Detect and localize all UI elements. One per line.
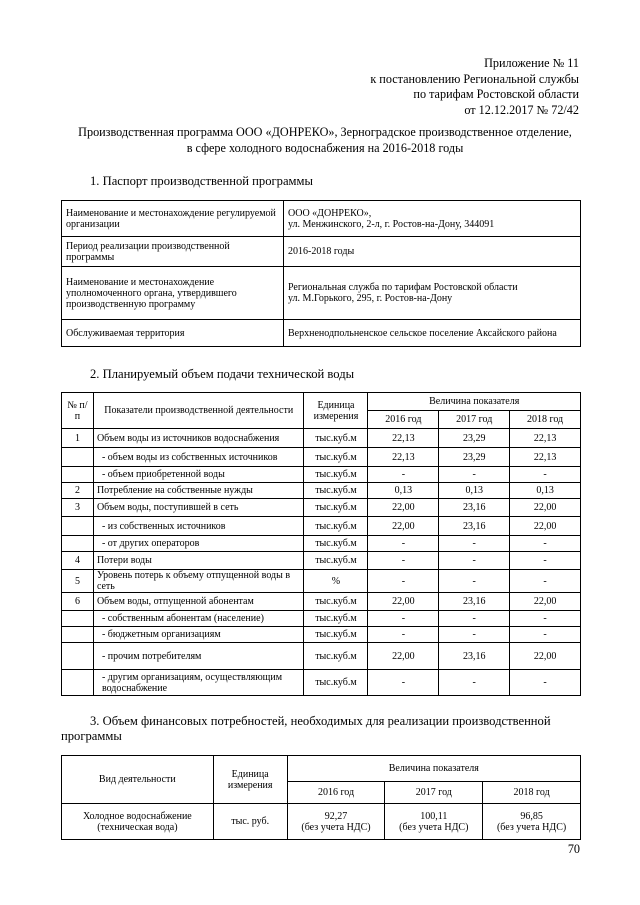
row-unit: тыс.куб.м — [304, 611, 368, 627]
value-2017 — [385, 804, 483, 840]
value-note: (без учета НДС) — [301, 821, 371, 833]
row-2016: 22,13 — [368, 448, 439, 467]
row-num — [62, 670, 94, 696]
row-num — [62, 643, 94, 670]
row-2016: - — [368, 536, 439, 552]
row-name: Объем воды из источников водоснабжения — [93, 429, 304, 448]
value-2016 — [287, 804, 385, 840]
header-activity: Вид деятельности — [62, 756, 214, 804]
header-2016: 2016 год — [287, 782, 385, 804]
row-name: - объем воды из собственных источников — [93, 448, 304, 467]
row-2016: 22,00 — [368, 643, 439, 670]
passport-value-line: ООО «ДОНРЕКО», — [288, 207, 372, 219]
row-num: 6 — [62, 593, 94, 611]
passport-value-line: ул. Менжинского, 2-л, г. Ростов-на-Дону, 344091 — [288, 218, 495, 230]
row-2016: - — [368, 570, 439, 593]
section-1-heading: 1. Паспорт производственной программы — [90, 174, 313, 188]
page-number: 70 — [567, 842, 580, 856]
row-2016: 22,13 — [368, 429, 439, 448]
passport-row — [62, 267, 581, 320]
row-unit: тыс.куб.м — [304, 467, 368, 483]
row-unit: тыс.куб.м — [304, 483, 368, 499]
row-2016: - — [368, 670, 439, 696]
value-2018 — [483, 804, 581, 840]
row-2017: - — [439, 536, 510, 552]
passport-row — [62, 237, 581, 267]
passport-label: Обслуживаемая территория — [62, 320, 284, 347]
annex-line-3: по тарифам Ростовской области — [413, 87, 579, 102]
section-3-heading-line-1: 3. Объем финансовых потребностей, необходимых для реализации производственной — [90, 714, 551, 728]
financial-row — [62, 804, 581, 840]
activity-line: Холодное водоснабжение — [82, 810, 192, 822]
row-2017: 23,16 — [439, 517, 510, 536]
row-unit: тыс.куб.м — [304, 429, 368, 448]
passport-value-line: ул. М.Горького, 295, г. Ростов-на-Дону — [288, 293, 453, 304]
row-unit: тыс.куб.м — [304, 499, 368, 517]
row-2017: 0,13 — [439, 483, 510, 499]
header-2016: 2016 год — [368, 411, 439, 429]
row-num — [62, 517, 94, 536]
row-name: Уровень потерь к объему отпущенной воды в сеть — [93, 570, 304, 593]
row-2018: 22,00 — [510, 593, 581, 611]
row-2017: 23,29 — [439, 448, 510, 467]
header-row — [62, 393, 581, 411]
row-2017: - — [439, 670, 510, 696]
row-unit: тыс.куб.м — [304, 593, 368, 611]
row-name: - объем приобретенной воды — [93, 467, 304, 483]
row-2018: - — [510, 467, 581, 483]
value-number: 96,85 — [520, 810, 543, 822]
water-volume-table — [61, 392, 581, 696]
row-name: - собственным абонентам (население) — [93, 611, 304, 627]
row-name: Потери воды — [93, 552, 304, 570]
row-num — [62, 536, 94, 552]
row-num — [62, 467, 94, 483]
passport-label: Период реализации производственной программы — [62, 237, 284, 267]
row-num — [62, 627, 94, 643]
passport-value — [284, 237, 581, 267]
activity-line: (техническая вода) — [97, 821, 178, 833]
row-num: 5 — [62, 570, 94, 593]
row-num: 3 — [62, 499, 94, 517]
header-value: Величина показателя — [368, 393, 581, 411]
row-num: 2 — [62, 483, 94, 499]
row-num: 1 — [62, 429, 94, 448]
row-2018: - — [510, 570, 581, 593]
row-2018: 22,00 — [510, 499, 581, 517]
header-value: Величина показателя — [287, 756, 580, 782]
row-name: Объем воды, поступившей в сеть — [93, 499, 304, 517]
row-2017: 23,16 — [439, 593, 510, 611]
value-note: (без учета НДС) — [496, 821, 567, 833]
document-title — [40, 125, 610, 156]
annex-header — [370, 56, 579, 118]
section-2-heading: 2. Планируемый объем подачи технической воды — [90, 367, 355, 381]
row-num — [62, 611, 94, 627]
row-name: - другим организациям, осуществляющим водоснабжение — [93, 670, 304, 696]
row-2018: 22,00 — [510, 517, 581, 536]
value-note: (без учета НДС) — [399, 821, 469, 833]
financial-table — [61, 755, 581, 840]
row-2017: - — [439, 570, 510, 593]
row-2017: - — [439, 467, 510, 483]
passport-value-line: 2016-2018 годы — [288, 246, 355, 257]
passport-row — [62, 320, 581, 347]
passport-value — [284, 267, 581, 320]
header-unit: Единица измерения — [213, 756, 287, 804]
passport-value: Верхненодпольненское сельское поселение Аксайского района — [284, 320, 581, 347]
row-unit: тыс.куб.м — [304, 643, 368, 670]
row-num — [62, 448, 94, 467]
title-line-1: Производственная программа ООО «ДОНРЕКО», Зерноградское производственное отделение, — [78, 125, 572, 139]
row-2018: - — [510, 611, 581, 627]
section-3-heading-line-2: программы — [61, 729, 122, 743]
activity-cell — [62, 804, 214, 840]
table-row — [62, 593, 581, 611]
water-volume-body — [62, 429, 581, 696]
table-row — [62, 536, 581, 552]
row-unit: тыс.куб.м — [304, 536, 368, 552]
annex-line-1: Приложение № 11 — [484, 56, 579, 70]
row-unit: тыс.куб.м — [304, 448, 368, 467]
row-2017: - — [439, 627, 510, 643]
value-number: 100,11 — [420, 810, 448, 822]
header-2018: 2018 год — [510, 411, 581, 429]
table-row — [62, 448, 581, 467]
table-row — [62, 643, 581, 670]
row-2017: 23,16 — [439, 643, 510, 670]
row-2018: 22,13 — [510, 448, 581, 467]
unit-cell: тыс. руб. — [213, 804, 287, 840]
title-line-2: в сфере холодного водоснабжения на 2016-2018 годы — [186, 140, 464, 155]
row-2017: 23,29 — [439, 429, 510, 448]
header-num: № п/п — [62, 393, 94, 429]
header-2017: 2017 год — [385, 782, 483, 804]
row-2018: - — [510, 627, 581, 643]
passport-label: Наименование и местонахождение регулируемой организации — [62, 201, 284, 237]
row-2016: 22,00 — [368, 499, 439, 517]
table-row — [62, 483, 581, 499]
row-name: Объем воды, отпущенной абонентам — [93, 593, 304, 611]
row-name: - прочим потребителям — [93, 643, 304, 670]
table-row — [62, 611, 581, 627]
row-2018: 22,13 — [510, 429, 581, 448]
passport-value — [284, 201, 581, 237]
row-unit: тыс.куб.м — [304, 627, 368, 643]
table-row — [62, 570, 581, 593]
row-unit: тыс.куб.м — [304, 517, 368, 536]
row-name: - из собственных источников — [93, 517, 304, 536]
passport-label: Наименование и местонахождение уполномоченного органа, утвердившего производственную программу — [62, 267, 284, 320]
row-2017: 23,16 — [439, 499, 510, 517]
header-2018: 2018 год — [483, 782, 581, 804]
table-row — [62, 429, 581, 448]
row-unit: тыс.куб.м — [304, 552, 368, 570]
header-row — [62, 756, 581, 782]
passport-row — [62, 201, 581, 237]
header-indicator: Показатели производственной деятельности — [93, 393, 304, 429]
row-2016: - — [368, 467, 439, 483]
value-number: 92,27 — [324, 810, 348, 822]
table-row — [62, 499, 581, 517]
row-2018: - — [510, 670, 581, 696]
table-row — [62, 627, 581, 643]
row-2018: 0,13 — [510, 483, 581, 499]
row-2016: 22,00 — [368, 593, 439, 611]
row-2016: 22,00 — [368, 517, 439, 536]
table-row — [62, 467, 581, 483]
row-2017: - — [439, 611, 510, 627]
row-2018: - — [510, 552, 581, 570]
row-2016: 0,13 — [368, 483, 439, 499]
table-row — [62, 670, 581, 696]
row-2017: - — [439, 552, 510, 570]
row-2016: - — [368, 552, 439, 570]
annex-line-4: от 12.12.2017 № 72/42 — [464, 102, 579, 117]
row-2016: - — [368, 627, 439, 643]
header-unit: Единица измерения — [304, 393, 368, 429]
row-2016: - — [368, 611, 439, 627]
row-name: - от других операторов — [93, 536, 304, 552]
row-name: Потребление на собственные нужды — [93, 483, 304, 499]
row-2018: 22,00 — [510, 643, 581, 670]
table-row — [62, 552, 581, 570]
passport-value-line: Региональная служба по тарифам Ростовской области — [288, 282, 518, 293]
row-num: 4 — [62, 552, 94, 570]
row-name: - бюджетным организациям — [93, 627, 304, 643]
row-unit: % — [304, 570, 368, 593]
passport-table — [61, 200, 581, 347]
row-2018: - — [510, 536, 581, 552]
row-unit: тыс.куб.м — [304, 670, 368, 696]
table-row — [62, 517, 581, 536]
annex-line-2: к постановлению Региональной службы — [370, 71, 579, 86]
header-2017: 2017 год — [439, 411, 510, 429]
